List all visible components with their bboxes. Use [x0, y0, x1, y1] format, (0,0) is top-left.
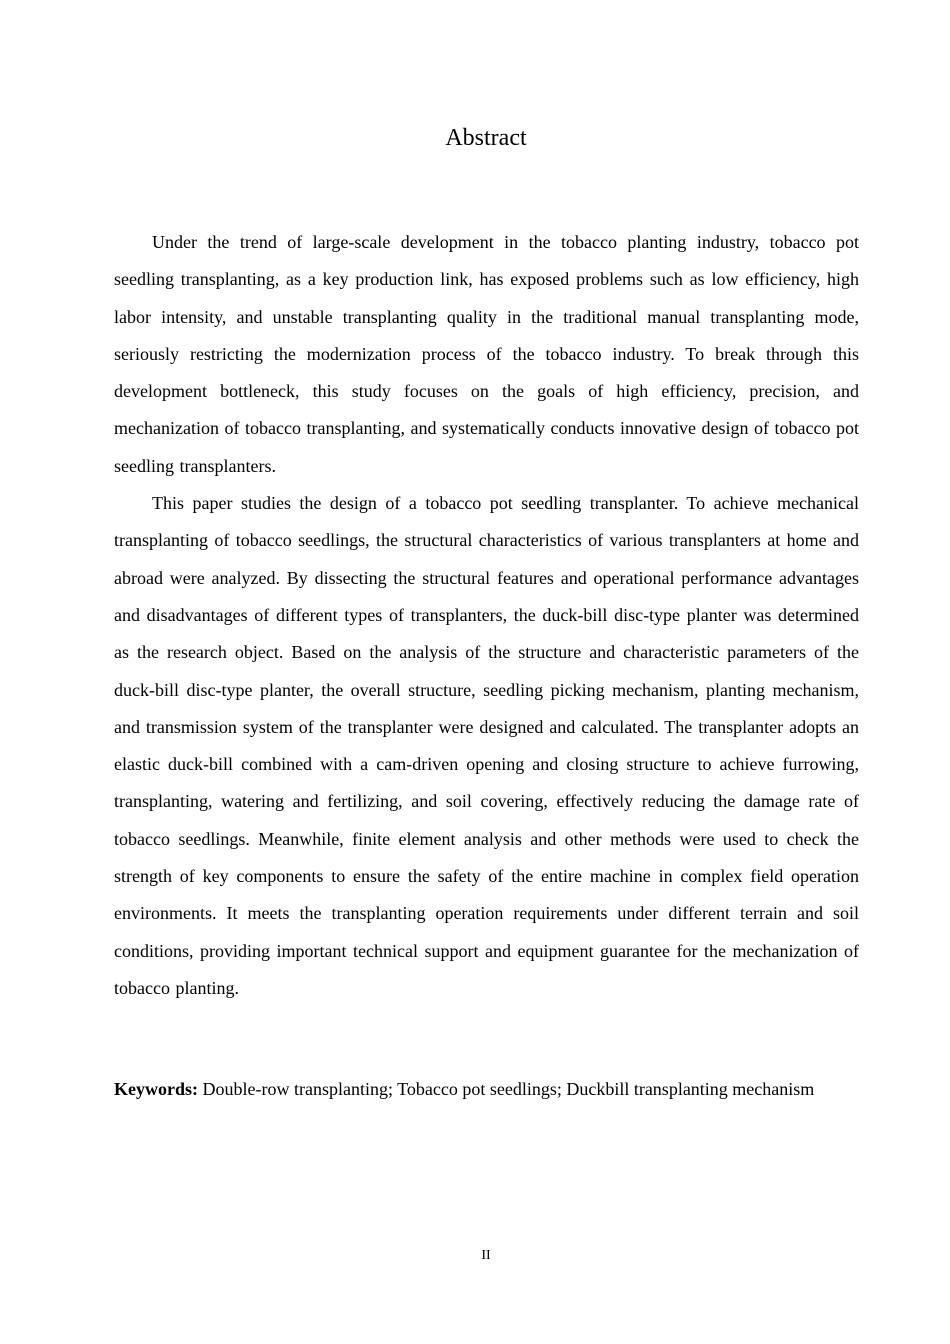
keywords-label: Keywords:	[114, 1079, 198, 1099]
keywords-line	[114, 1071, 859, 1109]
abstract-title: Abstract	[445, 125, 527, 151]
abstract-paragraph-2: This paper studies the design of a tobacco pot seedling transplanter. To achieve mechanical transplanting of tobacco seedlings, the structural characteristics of various transplanters at home and abroad were analyzed. By dissecting the structural features and operational performance advantages and disadvantages of different types of transplanters, the duck-bill disc-type planter was determined as the research object. Based on the analysis of the structure and characteristic parameters of the duck-bill disc-type planter, the overall structure, seedling picking mechanism, planting mechanism, and transmission system of the transplanter were designed and calculated. The transplanter adopts an elastic duck-bill combined with a cam-driven opening and closing structure to achieve furrowing, transplanting, watering and fertilizing, and soil covering, effectively reducing the damage rate of tobacco seedlings. Meanwhile, finite element analysis and other methods were used to check the strength of key components to ensure the safety of the entire machine in complex field operation environments. It meets the transplanting operation requirements under different terrain and soil conditions, providing important technical support and equipment guarantee for the mechanization of tobacco planting.	[114, 493, 859, 998]
keywords-text: Double-row transplanting; Tobacco pot seedlings; Duckbill transplanting mechanism	[202, 1079, 815, 1099]
page-number: II	[481, 1248, 491, 1263]
abstract-body	[114, 224, 859, 1007]
abstract-paragraph-1: Under the trend of large-scale development in the tobacco planting industry, tobacco pot seedling transplanting, as a key production link, has exposed problems such as low efficiency, high labor intensity, and unstable transplanting quality in the traditional manual transplanting mode, seriously restricting the modernization process of the tobacco industry. To break through this development bottleneck, this study focuses on the goals of high efficiency, precision, and mechanization of tobacco transplanting, and systematically conducts innovative design of tobacco pot seedling transplanters.	[114, 232, 859, 476]
